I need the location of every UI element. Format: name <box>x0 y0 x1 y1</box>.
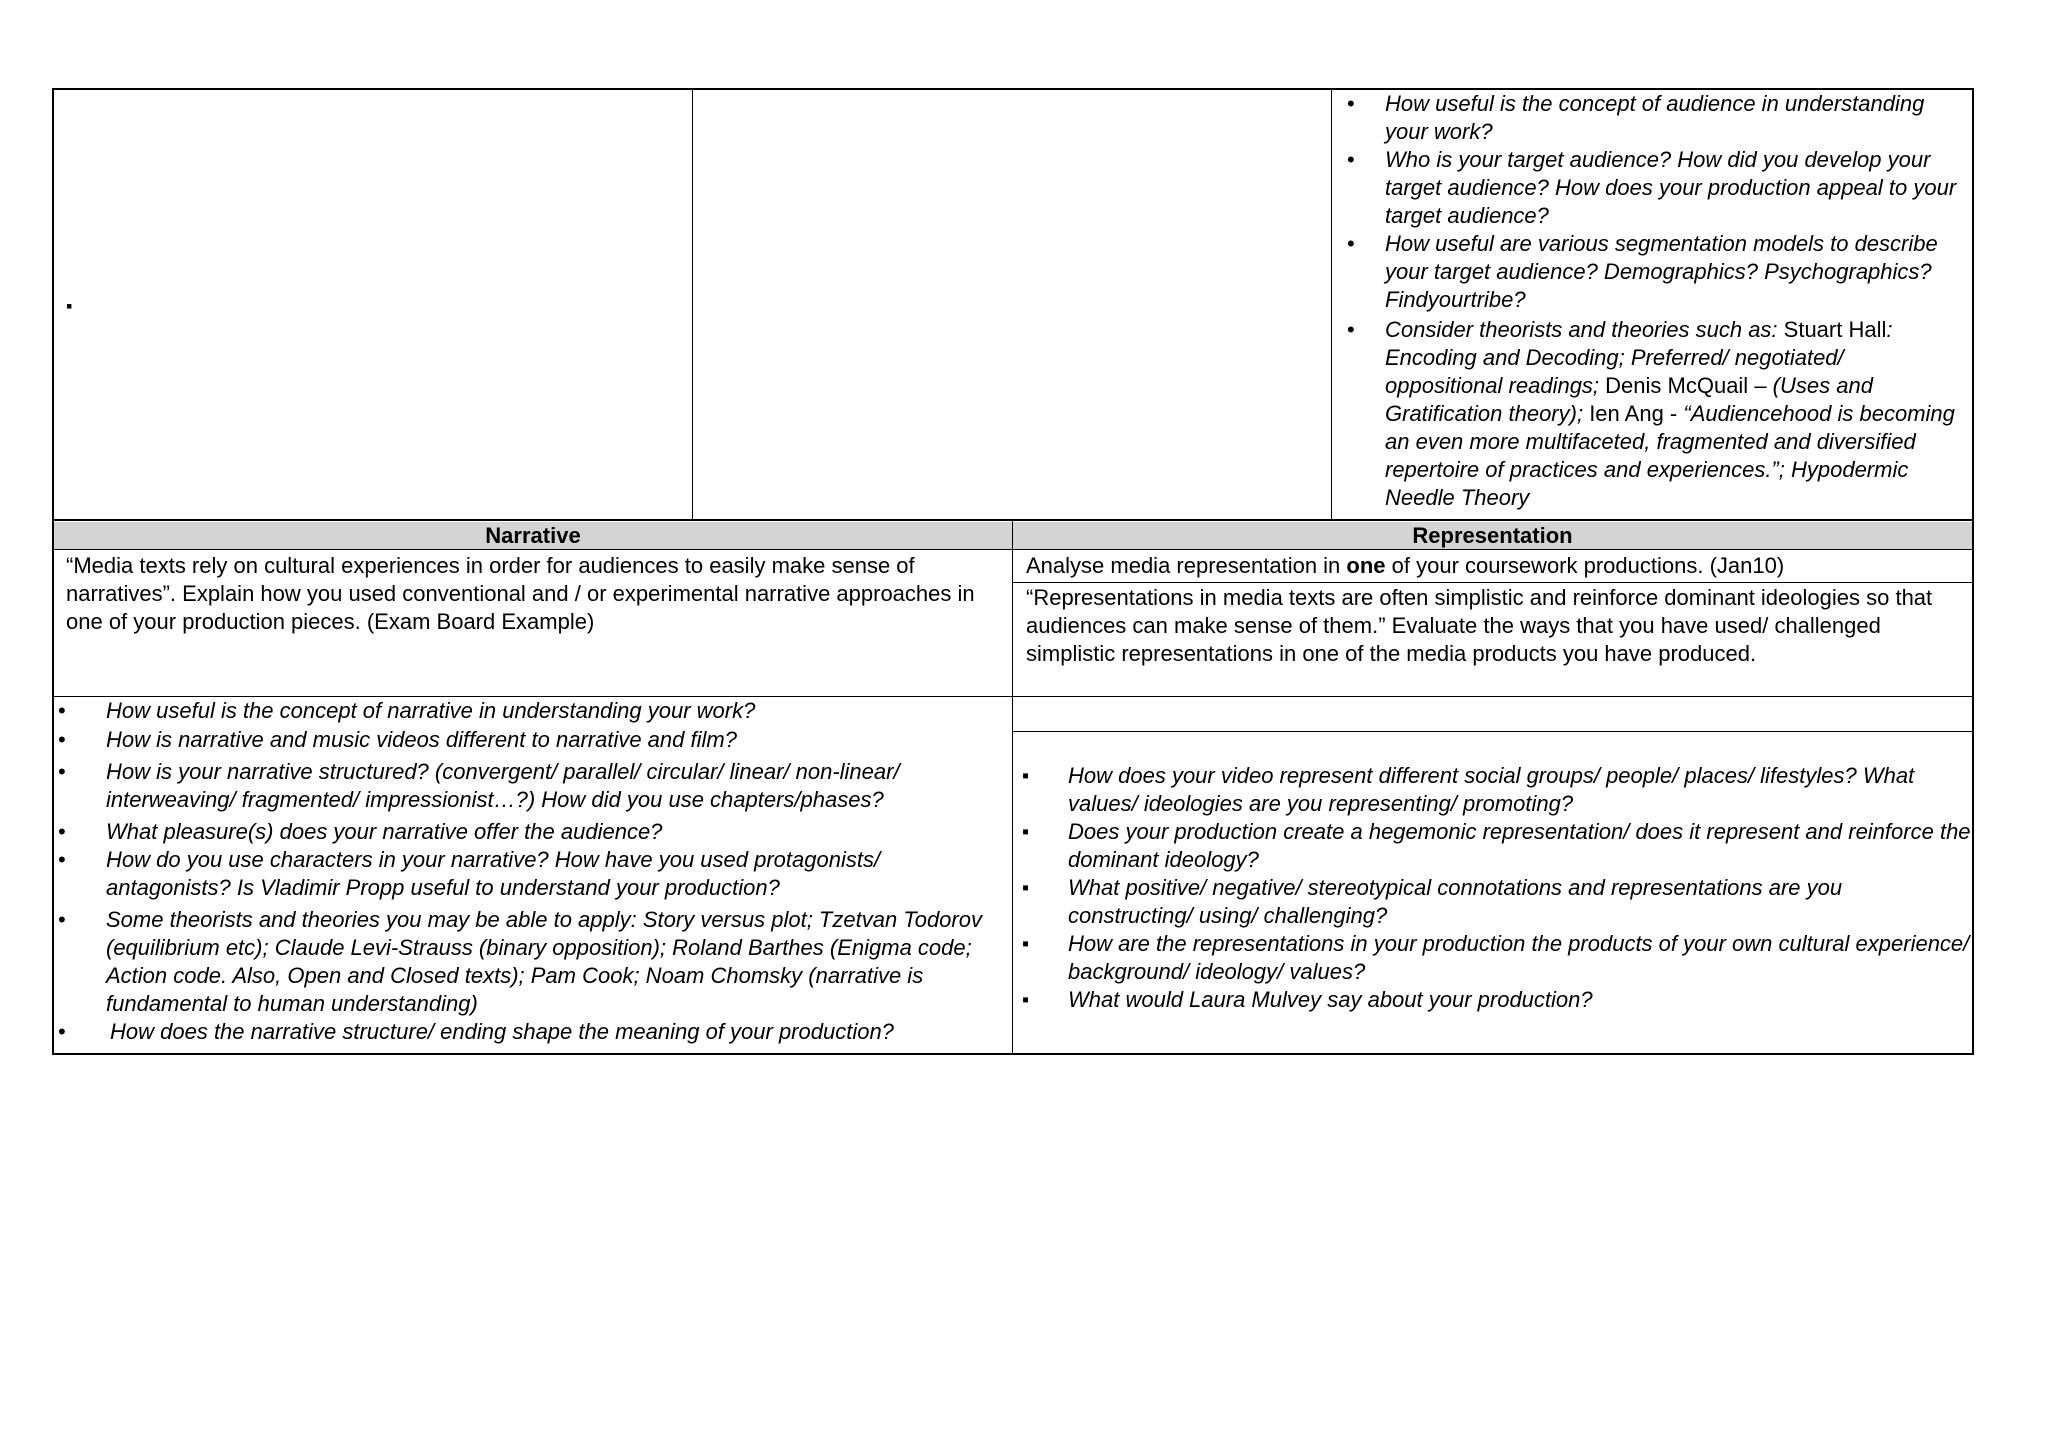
narrative-prompt: “Media texts rely on cultural experiences in order for audiences to easily make sense of narratives”. Explain how you used conventional and / or experimental narrative approaches in one of your production pieces. (Exam Board Example) <box>66 553 975 634</box>
representation-prompt-2: “Representations in media texts are often simplistic and reinforce dominant ideologies so that audiences can make sense of them.” Evaluate the ways that you have used/ challenged simplistic representations in one of the media products you have produced. <box>1026 585 1933 666</box>
row-line-right <box>1013 696 1974 697</box>
narrative-question: • How is narrative and music videos different to narrative and film? <box>54 726 1004 754</box>
representation-question: ▪ What would Laura Mulvey say about your production? <box>1022 986 1972 1014</box>
representation-question: ▪ Does your production create a hegemonic representation/ does it represent and reinforce the dominant ideology? <box>1022 818 1972 874</box>
narrative-question: • How does the narrative structure/ ending shape the meaning of your production? <box>54 1018 1004 1046</box>
bottom-divider <box>1012 521 1013 1055</box>
narrative-heading: Narrative <box>54 522 1012 550</box>
narrative-question: • How do you use characters in your narrative? How have you used protagonists/ antagonists? Is Vladimir Propp useful to understand your production? <box>54 846 1004 902</box>
audience-question: • Who is your target audience? How did you develop your target audience? How does your production appeal to your target audience? <box>1343 146 1963 230</box>
top-divider-1 <box>692 88 693 521</box>
narrative-question: • Some theorists and theories you may be able to apply: Story versus plot; Tzetvan Todorov (equilibrium etc); Claude Levi-Strauss (binary opposition); Roland Barthes (Enigma code; Action code. Also, Open and Closed texts); Pam Cook; Noam Chomsky (narrative is fundamental to human understanding) <box>54 906 1004 1018</box>
empty-bullet: ▪ <box>66 296 73 316</box>
narrative-question: • How is your narrative structured? (convergent/ parallel/ circular/ linear/ non-linear/ interweaving/ fragmented/ impressionist…?) How did you use chapters/phases? <box>54 758 1004 814</box>
representation-question: ▪ How does your video represent different social groups/ people/ places/ lifestyles? What values/ ideologies are you representing/ promoting? <box>1022 762 1972 818</box>
audience-question: • How useful are various segmentation models to describe your target audience? Demographics? Psychographics? Findyourtribe? <box>1343 230 1963 314</box>
representation-question: ▪ How are the representations in your production the products of your own cultural experience/ background/ ideology/ values? <box>1022 930 1972 986</box>
representation-question: ▪ What positive/ negative/ stereotypical connotations and representations are you constructing/ using/ challenging? <box>1022 874 1972 930</box>
rep-line-1 <box>1013 582 1974 583</box>
narrative-question: • How useful is the concept of narrative in understanding your work? <box>54 697 1004 725</box>
audience-question: • How useful is the concept of audience in understanding your work? <box>1343 90 1963 146</box>
rep-line-2 <box>1013 731 1974 732</box>
representation-heading: Representation <box>1013 522 1972 550</box>
audience-questions <box>1343 90 1963 512</box>
representation-questions <box>1022 762 1972 1014</box>
representation-prompt-1: Analyse media representation in one of your coursework productions. (Jan10) <box>1026 553 1785 578</box>
narrative-question: • What pleasure(s) does your narrative offer the audience? <box>54 818 1004 846</box>
top-divider-2 <box>1331 88 1332 521</box>
audience-theorists: • Consider theorists and theories such as: Stuart Hall: Encoding and Decoding; Preferred/ negotiated/ oppositional readings; Denis McQuail – (Uses and Gratification theory); Ien Ang - “Audiencehood is becoming an even more multifaceted, fragmented and diversified repertoire of practices and experiences.”; Hypodermic Needle Theory <box>1343 316 1963 512</box>
narrative-questions <box>54 697 1004 1046</box>
